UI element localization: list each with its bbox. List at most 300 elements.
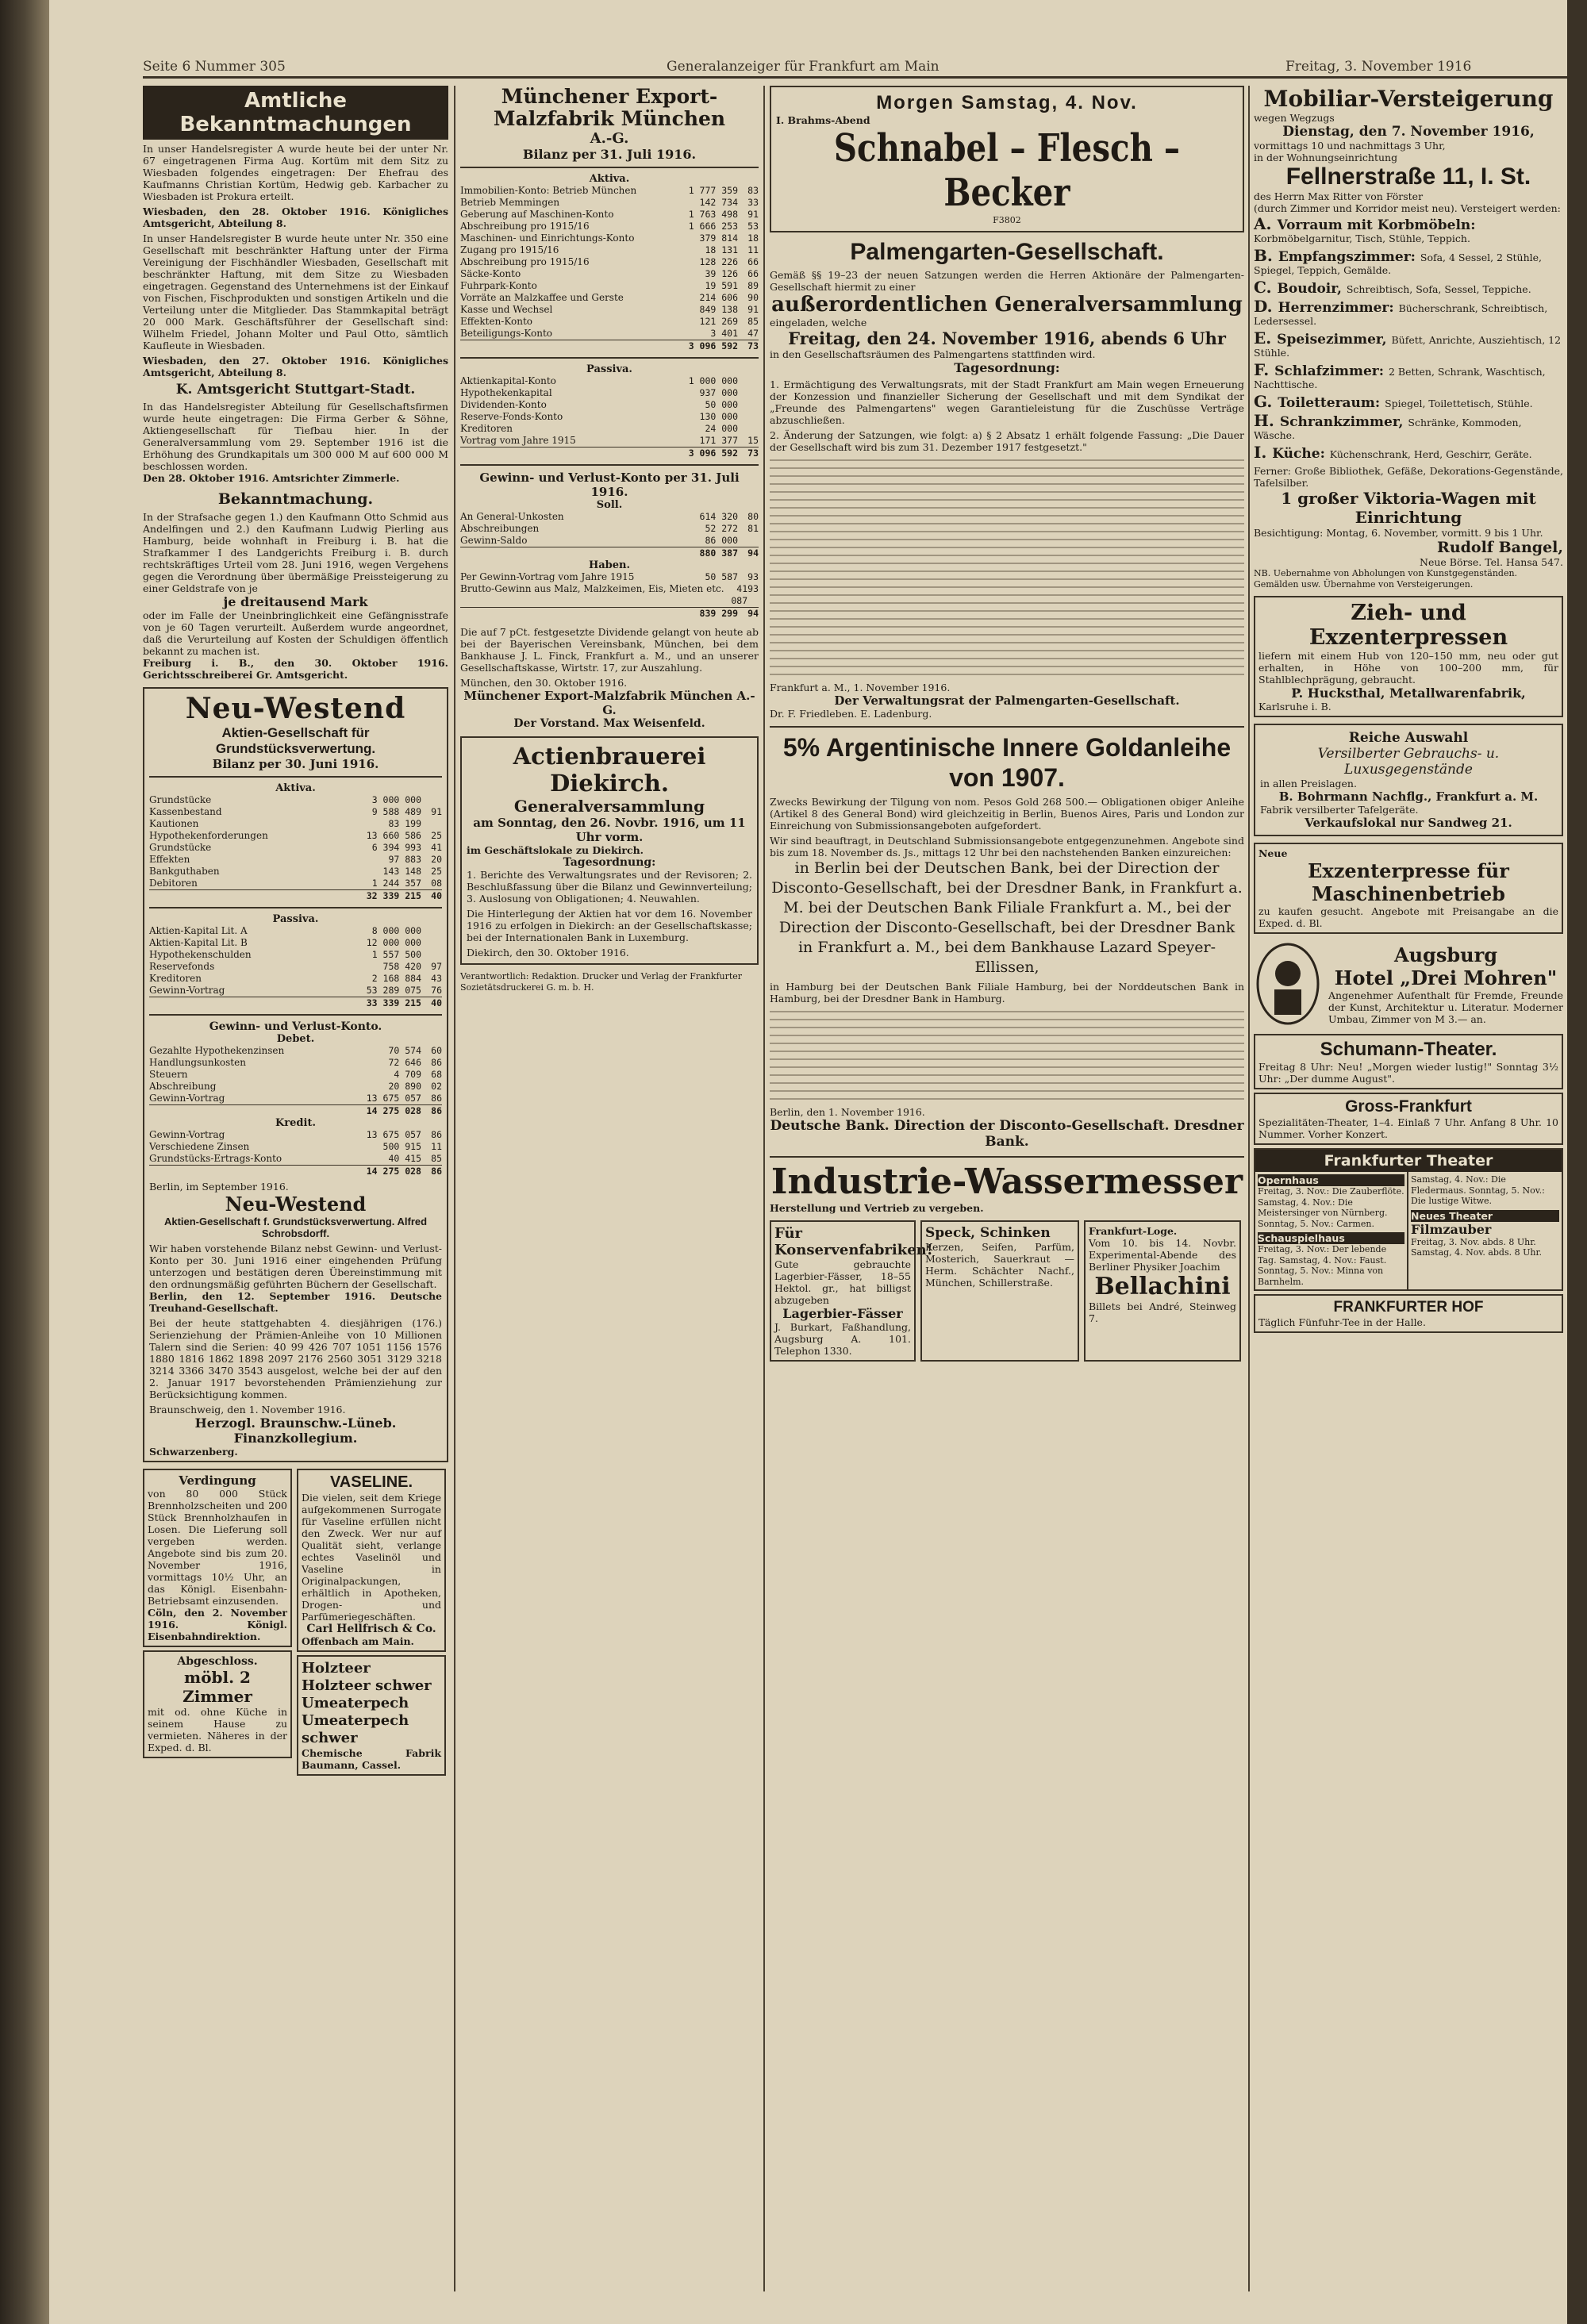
table-cell-pfennig: 91 <box>431 806 442 817</box>
goldanleihe-notice <box>770 726 1244 1150</box>
table-cell-label: Handlungsunkosten <box>149 1057 246 1068</box>
table-cell-amount: 9 588 489 <box>371 806 421 817</box>
table-cell-pfennig: 33 <box>747 197 759 208</box>
palmengarten-title: Palmengarten-Gesellschaft. <box>850 238 1164 265</box>
table-row <box>149 1153 442 1165</box>
col1-notice-3-sign: Den 28. Oktober 1916. Amtsrichter Zimmerle. <box>143 472 400 484</box>
table-cell-amount: 128 226 <box>699 256 738 267</box>
page-header-right: Freitag, 3. November 1916 <box>1285 59 1472 75</box>
auction-room-letter: F. <box>1254 360 1275 379</box>
goldanleihe-title: 5% Argentinische Innere Goldanleihe von 1907. <box>782 732 1232 792</box>
table-row <box>460 268 759 280</box>
table-cell-label: Grundstücks-Ertrags-Konto <box>149 1153 282 1164</box>
table-cell-label: Effekten <box>149 854 190 865</box>
table-cell-amount: 500 915 <box>382 1141 421 1152</box>
exzenterpresse-body: zu kaufen gesucht. Angebote mit Preisangabe an die Exped. d. Bl. <box>1258 905 1558 929</box>
table-cell-label: Fuhrpark-Konto <box>460 280 537 291</box>
table-cell-amount: 86 000 <box>705 535 738 546</box>
neues-theater-column <box>1408 1172 1562 1289</box>
auction-room-name: Speisezimmer, <box>1277 332 1392 348</box>
neues-theater-heading: Neues Theater <box>1411 1210 1559 1222</box>
col1-bekanntmachung-body-2: oder im Falle der Uneinbringlichkeit eine Gefängnisstrafe von je 60 Tagen verurteilt. Außerdem wurde angeordnet, daß die Verurteilung auf Kosten der Schuldigen öffentlich bekannt zu machen ist. <box>143 609 448 657</box>
palmengarten-intro: Gemäß §§ 19–23 der neuen Satzungen werden die Herren Aktionäre der Palmengarten-Gesellschaft hiermit zu einer <box>770 268 1244 293</box>
table-cell-pfennig: 85 <box>431 1153 442 1164</box>
table-cell-pfennig <box>421 818 442 830</box>
table-cell-label: Dividenden-Konto <box>460 399 547 410</box>
table-row <box>149 961 442 973</box>
auction-times: vormittags 10 und nachmittags 3 Uhr, <box>1254 140 1446 152</box>
table-cell-pfennig: 80 <box>747 511 759 522</box>
table-row <box>460 197 759 209</box>
gross-frankfurt-body: Spezialitäten-Theater, 1–4. Einlaß 7 Uhr. Anfang 8 Uhr. 10 Nummer. Vorher Konzert. <box>1258 1116 1558 1140</box>
diekirch-title: Actienbrauerei Diekirch. <box>513 743 706 797</box>
nw-braunschweig: Braunschweig, den 1. November 1916. <box>149 1404 346 1416</box>
table-cell-amount: 171 377 <box>699 435 738 446</box>
table-cell-amount: 1 244 357 <box>371 878 421 889</box>
goldanleihe-body-lines <box>770 1011 1244 1100</box>
table-cell-pfennig: 90 <box>747 292 759 303</box>
auction-besichtigung: Besichtigung: Montag, 6. November, vormitt. 9 bis 1 Uhr. <box>1254 527 1543 539</box>
auction-location-label: in der Wohnungseinrichtung <box>1254 152 1398 163</box>
opernhaus-body: Freitag, 3. Nov.: Die Zauberflöte. Samstag, 4. Nov.: Die Meistersinger von Nürnberg. Sonntag, 5. Nov.: Carmen. <box>1258 1186 1404 1229</box>
col1-notice-3: In das Handelsregister Abteilung für Gesellschaftsfirmen wurde heute eingetragen: Die Firma Gerber & Söhne, Aktiengesellschaft für Tiefbau hier. In der Generalversammlung vom 29. September 1916 ist die Erhöhung des Grundkapitals um 300 000 M auf 600 000 M beschlossen worden. <box>143 401 448 472</box>
verdingung-body: von 80 000 Stück Brennholzscheiten und 200 Stück Brennholzhaufen in Losen. Die Lieferung soll vergeben werden. Angebote sind bis zum 20. November 1916, vormittags 10½ Uhr, an das Königl. Eisenbahn-Betriebsamt einzusenden. <box>148 1488 287 1607</box>
table-cell-pfennig: 73 <box>747 340 759 351</box>
gross-frankfurt-title: Gross-Frankfurt <box>1345 1097 1472 1116</box>
neu-westend-title: Neu-Westend <box>185 692 406 725</box>
auction-reason: wegen Wegzugs <box>1254 112 1335 124</box>
table-cell-amount: 50 587 <box>705 571 738 582</box>
table-cell-pfennig: 93 <box>747 571 759 582</box>
col1-notice-1-sign: Wiesbaden, den 28. Oktober 1916. Königliches Amtsgericht, Abteilung 8. <box>143 206 448 229</box>
konserven-body: Gute gebrauchte Lagerbier-Fässer, 18–55 Hektol. gr., hat billigst abzugeben <box>774 1258 911 1306</box>
col1-bottom-ads <box>143 1469 448 1776</box>
goldanleihe-berlin-date: Berlin, den 1. November 1916. <box>770 1105 925 1118</box>
table-cell-pfennig <box>421 949 442 961</box>
table-row <box>149 1104 442 1117</box>
vaseline-ad <box>297 1469 446 1652</box>
bellachini-body: Vom 10. bis 14. Novbr. Experimental-Abende des Berliner Physiker Joachim <box>1089 1236 1236 1273</box>
auction-room-name: Schrankzimmer, <box>1279 414 1408 430</box>
concert-ad <box>770 86 1244 232</box>
table-cell-amount: 83 199 <box>388 818 421 829</box>
table-cell-pfennig: 02 <box>431 1081 442 1092</box>
auctioneer-name: Rudolf Bangel, <box>1437 539 1563 556</box>
malz-passiva-heading: Passiva. <box>586 363 632 375</box>
table-cell-label: Kreditoren <box>149 973 202 984</box>
col1-headline: Amtliche Bekanntmachungen <box>143 86 448 140</box>
verdingung-ad <box>143 1469 292 1647</box>
table-row <box>460 328 759 340</box>
column-rule <box>763 86 765 2291</box>
bellachini-ad <box>1084 1220 1241 1362</box>
silverware-company: B. Bohrmann Nachflg., Frankfurt a. M. <box>1278 789 1539 804</box>
auction-room-item <box>1254 246 1563 277</box>
table-row <box>149 878 442 889</box>
auction-room-item <box>1254 278 1563 297</box>
malzfabrik-ag: A.-G. <box>590 130 629 147</box>
table-cell-label <box>460 547 663 559</box>
table-row <box>460 185 759 197</box>
table-cell-amount: 72 646 <box>388 1057 421 1068</box>
silverware-ad <box>1254 724 1563 836</box>
table-cell-label: Aktien-Kapital Lit. A <box>149 925 248 936</box>
pressen-title: Zieh- und Exzenterpressen <box>1308 601 1508 650</box>
malz-dividend-text: Die auf 7 pCt. festgesetzte Dividende gelangt von heute ab bei der Bayerischen Vereinsbank, München, bei dem Bankhause J. L. Finck, Frankfurt a. M., und an unserer Gesellschaftskasse, Wirtstr. 17, zur Auszahlung. <box>460 626 759 674</box>
malz-passiva-table <box>460 375 759 459</box>
schumann-body: Freitag 8 Uhr: Neu! „Morgen wieder lustig!" Sonntag 3½ Uhr: „Der dumme August". <box>1258 1061 1558 1085</box>
wassermesser-subtitle: Herstellung und Vertrieb zu vergeben. <box>770 1201 984 1214</box>
goldanleihe-hamburg: in Hamburg bei der Deutschen Bank Filiale Hamburg, bei der Norddeutschen Bank in Hamburg, bei der Dresdner Bank in Hamburg. <box>770 980 1244 1005</box>
zimmer-heading: Abgeschloss. <box>177 1655 258 1668</box>
table-cell-label: Kautionen <box>149 818 199 829</box>
table-cell-pfennig: 86 <box>431 1093 442 1104</box>
column-4 <box>1254 86 1563 2291</box>
malz-aktiva-heading: Aktiva. <box>589 173 630 185</box>
diekirch-gv: Generalversammlung <box>513 797 705 816</box>
concert-subtitle: I. Brahms-Abend <box>776 114 870 126</box>
bellachini-lodge: Frankfurt-Loge. <box>1089 1224 1178 1237</box>
malz-sign: Münchener Export-Malzfabrik München A.-G. <box>463 689 755 717</box>
gross-frankfurt-ad <box>1254 1093 1563 1145</box>
auction-extra: Ferner: Große Bibliothek, Gefäße, Dekorations-Gegenstände, Tafelsilber. <box>1254 465 1563 489</box>
table-cell-label: Vortrag vom Jahre 1915 <box>460 435 576 446</box>
auction-room-letter: I. <box>1254 443 1273 462</box>
col1-bekanntmachung-sign: Freiburg i. B., den 30. Oktober 1916. Gerichtsschreiberei Gr. Amtsgericht. <box>143 657 448 681</box>
table-row <box>149 889 442 902</box>
table-cell-label: Säcke-Konto <box>460 268 521 279</box>
table-cell-label <box>149 997 346 1009</box>
diekirch-ad <box>460 736 759 965</box>
table-cell-pfennig: 73 <box>747 448 759 459</box>
table-cell-pfennig: 68 <box>431 1069 442 1080</box>
table-cell-pfennig: 83 <box>747 185 759 196</box>
page-header-center: Generalanzeiger für Frankfurt am Main <box>667 59 940 75</box>
palmengarten-board: Der Verwaltungsrat der Palmengarten-Gesellschaft. <box>834 693 1180 708</box>
table-cell-pfennig: 43 <box>431 973 442 984</box>
column-3 <box>770 86 1244 2291</box>
malzfabrik-title: Münchener Export-Malzfabrik München <box>493 85 726 130</box>
table-row <box>460 244 759 256</box>
table-cell-amount: 39 126 <box>705 268 738 279</box>
exzenterpresse-ad <box>1254 843 1563 934</box>
table-cell-pfennig <box>738 423 759 435</box>
table-cell-label <box>149 1166 346 1177</box>
table-row <box>149 997 442 1009</box>
concert-date: Morgen Samstag, 4. Nov. <box>876 92 1138 113</box>
table-row <box>149 854 442 866</box>
table-cell-pfennig: 86 <box>431 1129 442 1140</box>
table-cell-label: Abschreibung pro 1915/16 <box>460 256 590 267</box>
auction-intro: (durch Zimmer und Korridor meist neu). Versteigert werden: <box>1254 202 1561 214</box>
holzteer-company: Chemische Fabrik Baumann, Cassel. <box>302 1747 441 1771</box>
table-cell-amount: 32 339 215 <box>366 890 421 901</box>
table-cell-label <box>460 448 663 459</box>
palmengarten-location: in den Gesellschaftsräumen des Palmengartens stattfinden wird. <box>770 348 1096 360</box>
table-cell-amount: 2 168 884 <box>371 973 421 984</box>
nw-drawing-text: Bei der heute stattgehabten 4. diesjährigen (176.) Serienziehung der Prämien-Anleihe von 10 Millionen Talern sind die Serien: 40 99 426 707 1051 1156 1576 1880 1816 1862 1898 2097 2176 2560 3051 3129 3218 3214 3366 3470 3543 ausgelost, welche bei der auf den 2. Januar 1917 bevorstehenden Prämienziehung zur Berücksichtigung kommen. <box>149 1317 442 1400</box>
table-cell-amount: 839 299 <box>699 608 738 619</box>
auction-room-contents: Büfett, Anrichte, Ausziehtisch, 12 Stühle. <box>1254 334 1562 359</box>
neu-westend-balance-box <box>143 687 448 1462</box>
table-cell-amount: 18 131 <box>705 244 738 255</box>
silverware-shop: Verkaufslokal nur Sandweg 21. <box>1305 816 1512 830</box>
auction-room-item <box>1254 297 1563 328</box>
palmengarten-body-2: 2. Änderung der Satzungen, wie folgt: a) § 2 Absatz 1 erhält folgende Fassung: „Die Dauer der Gesellschaft wird bis zum 31. Dezember 1917 festgesetzt." <box>770 428 1244 453</box>
auction-room-letter: B. <box>1254 246 1278 265</box>
table-cell-pfennig: 15 <box>747 435 759 446</box>
table-cell-label: Effekten-Konto <box>460 316 533 327</box>
table-row <box>149 937 442 949</box>
table-cell-label: Maschinen- und Einrichtungs-Konto <box>460 232 635 244</box>
table-cell-label: Gewinn-Vortrag <box>149 1129 225 1140</box>
table-cell-pfennig: 86 <box>431 1057 442 1068</box>
palmengarten-frankfurt-date: Frankfurt a. M., 1. November 1916. <box>770 681 951 693</box>
table-cell-label <box>149 1105 346 1117</box>
table-row <box>460 571 759 583</box>
auction-room-letter: E. <box>1254 328 1278 348</box>
frankfurter-hof-body: Täglich Fünfuhr-Tee in der Halle. <box>1258 1316 1426 1328</box>
hotel-name: Hotel „Drei Mohren" <box>1334 966 1558 989</box>
malzfabrik-bilanz: Bilanz per 31. Juli 1916. <box>522 147 697 162</box>
column-2 <box>460 86 759 2291</box>
table-cell-amount: 3 000 000 <box>371 794 421 805</box>
table-cell-label: Zugang pro 1915/16 <box>460 244 559 255</box>
nw-herzogl-title: Herzogl. Braunschw.-Lüneb. Finanzkollegium. <box>194 1416 397 1446</box>
neu-westend-bilanz-date: Bilanz per 30. Juni 1916. <box>212 757 379 771</box>
col1-notice-2-sign: Wiesbaden, den 27. Oktober 1916. Königliches Amtsgericht, Abteilung 8. <box>143 355 448 378</box>
bellachini-title: Bellachini <box>1094 1272 1231 1300</box>
aktiva-heading: Aktiva. <box>275 782 316 794</box>
table-row <box>460 399 759 411</box>
pressen-body: liefern mit einem Hub von 120–150 mm, neu oder gut erhalten, in Höhe von 100–200 mm, für Stahlblechprägung, gebraucht. <box>1258 650 1558 686</box>
goldanleihe-banks: in Berlin bei der Deutschen Bank, bei der Direction der Disconto-Gesellschaft, bei der Dresdner Bank, in Frankfurt a. M. bei der Deutschen Bank Filiale Frankfurt a. M., bei der Direction der Disconto-Gesellschaft, bei der Dresdner Bank in Frankfurt a. M., bei dem Bankhause Lazard Speyer-Ellissen, <box>771 859 1243 976</box>
table-row <box>460 232 759 244</box>
table-cell-pfennig <box>738 387 759 399</box>
col1-bekanntmachung-body: In der Strafsache gegen 1.) den Kaufmann Otto Schmid aus Andelfingen und 2.) den Kaufmann Ludwig Pierling aus Hamburg, beide wohnhaft in Freiburg i. B. hat die Strafkammer I des Landgerichts Freiburg i. B. durch rechtskräftiges Urteil vom 28. Juni 1916, wegen Vergehens gegen die Verordnung über übermäßige Preissteigerung zu einer Geldstrafe von je <box>143 511 448 594</box>
table-cell-pfennig: 91 <box>747 304 759 315</box>
auction-room-item <box>1254 328 1563 359</box>
speck-title: Speck, Schinken <box>925 1224 1051 1241</box>
table-cell-amount: 3 096 592 <box>688 340 738 351</box>
header-rule <box>143 76 1567 79</box>
table-cell-amount: 130 000 <box>699 411 738 422</box>
auction-room-contents: Küchenschrank, Herd, Geschirr, Geräte. <box>1329 448 1532 460</box>
table-cell-amount: 50 000 <box>705 399 738 410</box>
concert-performers: Schnabel – Flesch – Becker <box>833 126 1181 215</box>
table-cell-label: Brutto-Gewinn aus Malz, Malzkeimen, Eis, Mieten etc. <box>460 583 724 594</box>
table-row <box>460 316 759 328</box>
goldanleihe-body: Wir sind beauftragt, in Deutschland Submissionsangebote entgegenzunehmen. Angebote sind bis zum 18. November ds. Js., mittags 12 Uhr bei den nachstehenden Banken einzureichen: <box>770 834 1244 859</box>
diekirch-tagesordnung: Tagesordnung: <box>563 856 656 869</box>
zimmer-title: möbl. 2 Zimmer <box>183 1668 252 1706</box>
page-edge <box>1567 0 1587 2324</box>
auction-room-name: Empfangszimmer: <box>1278 249 1420 265</box>
column-rule <box>1248 86 1250 2291</box>
verdingung-sign: Cöln, den 2. November 1916. Königl. Eisenbahndirektion. <box>148 1607 287 1642</box>
table-cell-pfennig: 94 <box>747 608 759 619</box>
table-cell-pfennig: 66 <box>747 268 759 279</box>
nw-audit-text: Wir haben vorstehende Bilanz nebst Gewinn- und Verlust-Konto per 30. Juni 1916 einer eingehenden Prüfung unterzogen und bestätigen deren Übereinstimmung mit den ordnungsmäßig geführten Büchern der Gesellschaft. <box>149 1243 442 1290</box>
table-cell-amount: 14 275 028 <box>366 1105 421 1116</box>
auction-room-name: Toiletteraum: <box>1278 395 1385 411</box>
table-cell-amount: 70 574 <box>388 1045 421 1056</box>
hotel-ad <box>1254 940 1563 1028</box>
table-cell-label: Gewinn-Vortrag <box>149 985 225 996</box>
table-cell-pfennig: 85 <box>747 316 759 327</box>
silverware-factory: Fabrik versilberter Tafelgeräte. <box>1260 804 1419 816</box>
malz-gv-heading: Gewinn- und Verlust-Konto per 31. Juli 1916. <box>479 471 740 499</box>
schauspielhaus-heading: Schauspielhaus <box>1258 1232 1404 1244</box>
table-cell-pfennig: 20 <box>431 854 442 865</box>
table-cell-amount: 143 148 <box>382 866 421 877</box>
table-row <box>460 340 759 352</box>
palmengarten-body-lines <box>770 459 1244 675</box>
diekirch-body: Die Hinterlegung der Aktien hat vor dem 16. November 1916 zu erfolgen in Diekirch: an der Gesellschaftskasse; bei der Internationalen Bank in Luxemburg. <box>467 908 752 943</box>
auction-room-name: Herrenzimmer: <box>1278 300 1399 316</box>
wassermesser-title: Industrie-Wassermesser <box>770 1161 1243 1202</box>
auction-room-letter: A. <box>1254 214 1278 233</box>
table-cell-pfennig: 11 <box>747 244 759 255</box>
pressen-city: Karlsruhe i. B. <box>1258 701 1331 713</box>
diekirch-agenda: 1. Berichte des Verwaltungsrates und der Revisoren; 2. Beschlußfassung über die Bilanz und Gewinnverteilung; 3. Auslosung von Obligationen; 4. Neuwahlen. <box>467 869 752 905</box>
zimmer-ad <box>143 1650 292 1758</box>
holzteer-title: Holzteer Holzteer schwer Umeaterpech Umeaterpech schwer <box>302 1660 432 1746</box>
neues-theater-body: Freitag, 3. Nov. abds. 8 Uhr. Samstag, 4. Nov. abds. 8 Uhr. <box>1411 1236 1542 1258</box>
table-cell-pfennig <box>421 925 442 937</box>
table-cell-amount: 13 660 586 <box>366 830 421 841</box>
table-row <box>460 523 759 535</box>
table-cell-label: Steuern <box>149 1069 188 1080</box>
table-cell-pfennig: 93 <box>747 583 759 594</box>
table-row <box>460 423 759 435</box>
palmengarten-invite: eingeladen, welche <box>770 316 867 328</box>
schumann-ad <box>1254 1034 1563 1089</box>
table-cell-pfennig: 53 <box>747 221 759 232</box>
auction-room-contents: Schränke, Kommoden, Wäsche. <box>1254 417 1522 441</box>
goldanleihe-signers: Deutsche Bank. Direction der Disconto-Gesellschaft. Dresdner Bank. <box>770 1117 1244 1150</box>
table-row <box>460 256 759 268</box>
table-cell-pfennig: 18 <box>747 232 759 244</box>
table-row <box>460 387 759 399</box>
table-cell-label: Gewinn-Vortrag <box>149 1093 225 1104</box>
table-cell-amount: 1 777 359 <box>688 185 738 196</box>
faesser-title: Lagerbier-Fässer <box>782 1305 903 1321</box>
table-cell-amount: 937 000 <box>699 387 738 398</box>
table-cell-amount: 41 087 <box>731 583 748 606</box>
table-row <box>460 607 759 620</box>
pressen-company: P. Hucksthal, Metallwarenfabrik, <box>1291 686 1526 701</box>
table-cell-amount: 24 000 <box>705 423 738 434</box>
table-row <box>149 1129 442 1141</box>
table-cell-amount: 40 415 <box>388 1153 421 1164</box>
table-cell-amount: 849 138 <box>699 304 738 315</box>
table-row <box>149 842 442 854</box>
table-cell-amount: 13 675 057 <box>366 1129 421 1140</box>
vaseline-body: Die vielen, seit dem Kriege aufgekommenen Surrogate für Vaseline erfüllen nicht den Zweck. Wer nur auf Qualität sieht, verlange echtes Vaselinöl und Vaseline in Originalpackungen, erhältlich in Apotheken, Drogen- und Parfümeriegeschäften. <box>302 1492 441 1623</box>
auction-room-contents: Sofa, 4 Sessel, 2 Stühle, Spiegel, Teppich, Gemälde. <box>1254 252 1543 276</box>
table-cell-amount: 880 387 <box>699 547 738 559</box>
holzteer-ad <box>297 1655 446 1776</box>
schumann-title: Schumann-Theater. <box>1320 1039 1497 1060</box>
table-row <box>460 221 759 232</box>
page-header-left: Seite 6 Nummer 305 <box>143 59 286 75</box>
table-cell-label: Hypothekenschulden <box>149 949 252 960</box>
table-row <box>460 447 759 459</box>
concert-code: F3802 <box>993 215 1021 225</box>
table-cell-label: Aktienkapital-Konto <box>460 375 556 386</box>
hotel-body: Angenehmer Aufenthalt für Fremde, Freunde der Kunst, Architektur u. Literatur. Moderner Umbau, Zimmer von M 3.— an. <box>1328 989 1563 1025</box>
col1-notice-1: In unser Handelsregister A wurde heute bei der unter Nr. 67 eingetragenen Firma Aug. Kortüm mit dem Sitz zu Wiesbaden folgendes eingetragen: Der Ehefrau des Kaufmanns Christian Kortüm, Hedwig geb. Karbacher zu Wiesbaden ist Prokura erteilt. <box>143 143 448 202</box>
auction-room-contents: Spiegel, Toilettetisch, Stühle. <box>1385 398 1533 409</box>
pressen-ad <box>1254 596 1563 717</box>
exzenterpresse-heading: Neue <box>1258 847 1288 859</box>
auction-street: Fellnerstraße 11, I. St. <box>1285 163 1531 190</box>
table-cell-pfennig: 60 <box>431 1045 442 1056</box>
schauspielhaus-body: Freitag, 3. Nov.: Der lebende Tag. Samstag, 4. Nov.: Faust. Sonntag, 5. Nov.: Minna von Barnhelm. <box>1258 1244 1387 1287</box>
table-cell-label: Abschreibung <box>149 1081 217 1092</box>
table-row <box>460 411 759 423</box>
book-binding <box>0 0 49 2324</box>
table-cell-amount: 52 272 <box>705 523 738 534</box>
table-row <box>149 1165 442 1177</box>
silverware-prices: in allen Preislagen. <box>1260 778 1357 789</box>
table-cell-amount: 4 709 <box>394 1069 421 1080</box>
auctioneer-address: Neue Börse. Tel. Hansa 547. <box>1420 556 1563 568</box>
frankfurter-hof-ad <box>1254 1294 1563 1333</box>
table-cell-label: Abschreibung pro 1915/16 <box>460 221 590 232</box>
table-cell-pfennig: 47 <box>747 328 759 339</box>
table-cell-amount: 6 394 993 <box>371 842 421 853</box>
auction-note: NB. Uebernahme von Abholungen von Kunstgegenständen. Gemälden usw. Übernahme von Versteigerungen. <box>1254 568 1518 590</box>
exzenterpresse-title: Exzenterpresse für Maschinenbetrieb <box>1308 859 1509 905</box>
table-cell-pfennig: 81 <box>747 523 759 534</box>
auction-room-contents: Schreibtisch, Sofa, Sessel, Teppiche. <box>1346 283 1531 295</box>
table-cell-amount: 614 320 <box>699 511 738 522</box>
table-cell-amount: 20 890 <box>388 1081 421 1092</box>
passiva-heading: Passiva. <box>272 913 319 925</box>
opernhaus-heading: Opernhaus <box>1258 1174 1404 1186</box>
table-cell-amount: 1 763 498 <box>688 209 738 220</box>
frankfurter-hof-title: FRANKFURTER HOF <box>1333 1299 1484 1316</box>
table-cell-pfennig: 97 <box>431 961 442 972</box>
speck-ad <box>920 1220 1079 1362</box>
table-cell-label: Hypothekenkapital <box>460 387 552 398</box>
auction-room-name: Vorraum mit Korbmöbeln: <box>1277 217 1476 233</box>
table-cell-label: Aktien-Kapital Lit. B <box>149 937 248 948</box>
table-cell-label: Beteiligungs-Konto <box>460 328 553 339</box>
auction-room-item <box>1254 360 1563 391</box>
table-row <box>149 1141 442 1153</box>
table-row <box>460 435 759 447</box>
table-row <box>460 583 759 607</box>
table-cell-label: Verschiedene Zinsen <box>149 1141 250 1152</box>
auction-room-item <box>1254 392 1563 411</box>
table-row <box>460 304 759 316</box>
auction-title: Mobiliar-Versteigerung <box>1263 86 1554 112</box>
neu-westend-subtitle: Aktien-Gesellschaft für Grundstücksverwertung. <box>215 725 376 756</box>
auction-room-contents: Bücherschrank, Schreibtisch, Ledersessel. <box>1254 302 1548 327</box>
table-cell-label: Geberung auf Maschinen-Konto <box>460 209 614 220</box>
palmengarten-body-1: 1. Ermächtigung des Verwaltungsrats, mit der Stadt Frankfurt am Main wegen Erneuerung der Konzession und finanzieller Sicherung der Gesellschaft und mit dem Syndikat der „Freunde des Palmengartens" wegen Garantieleistung für die Zuschüsse Verträge abzuschließen. <box>770 378 1244 426</box>
table-cell-amount: 214 606 <box>699 292 738 303</box>
table-cell-label: An General-Unkosten <box>460 511 564 522</box>
col1-notice-2: In unser Handelsregister B wurde heute unter Nr. 350 eine Gesellschaft mit beschränkter Haftung unter der Firma Vereinigung der Fischhändler Wiesbaden, Gesellschaft mit beschränkter Haftung, mit dem Sitze zu Wiesbaden eingetragen. Gegenstand des Unternehmens ist der Einkauf von Fischen, Fischprodukten und sonstigen Artikeln und die Verteilung unter die Mitglieder. Das Stammkapital beträgt 20 000 Mark. Geschäftsführer der Gesellschaft sind: Wilhelm Friedel, Johann Molter und Paul Otto, sämtlich Kaufleute in Wiesbaden. <box>143 232 448 351</box>
passiva-table <box>149 925 442 1009</box>
nw-subtitle-2: Aktien-Gesellschaft f. Grundstücksverwertung. Alfred Schrobsdorff. <box>163 1216 428 1239</box>
table-cell-amount: 97 883 <box>388 854 421 865</box>
malz-vorstand: Der Vorstand. Max Weisenfeld. <box>513 717 705 730</box>
